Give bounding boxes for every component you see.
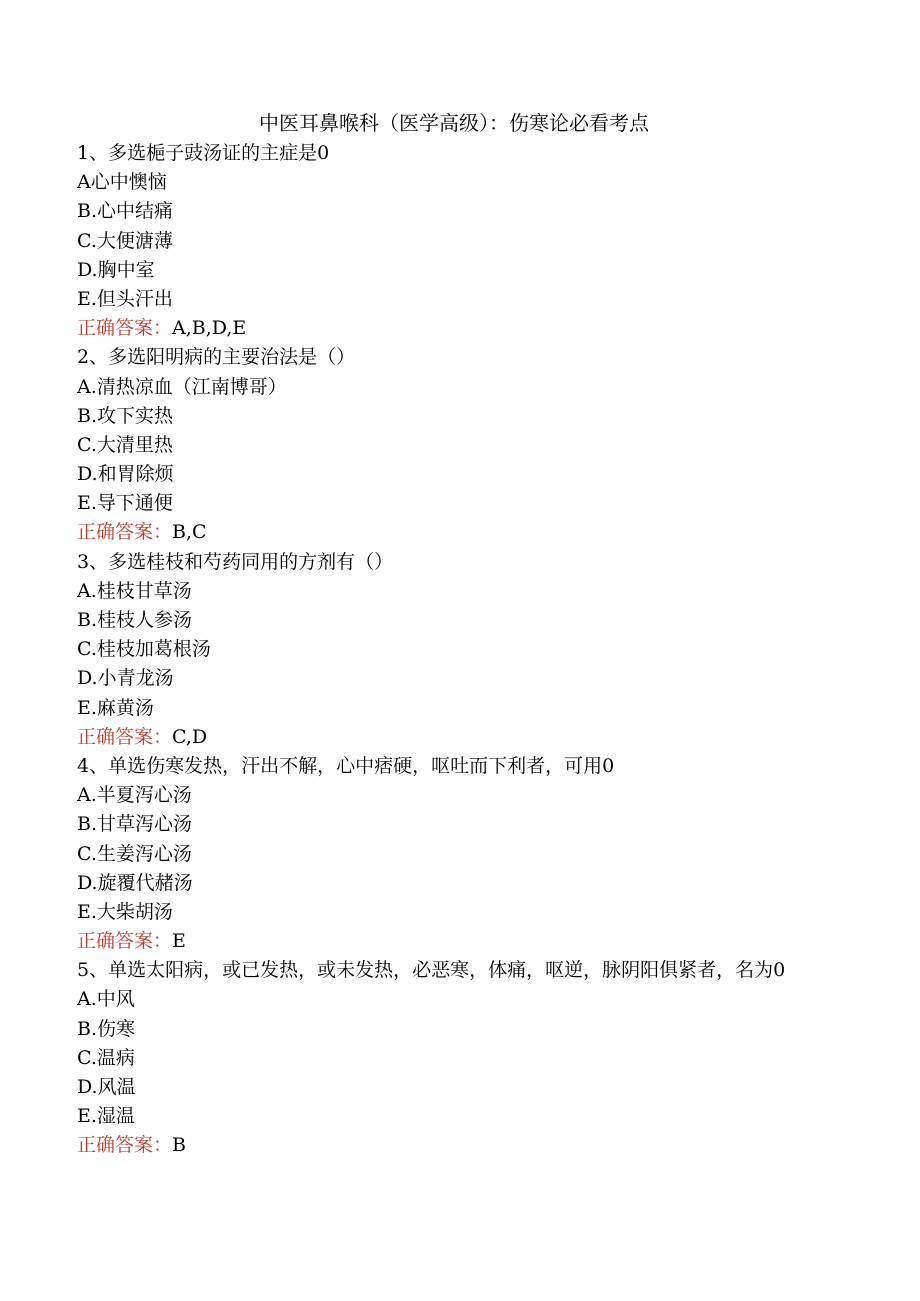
- option-a: A.半夏泻心汤: [77, 784, 192, 807]
- answer-line: [77, 927, 837, 956]
- option-d: D.风温: [77, 1076, 136, 1099]
- question-block: [77, 548, 837, 752]
- option-a: A.清热凉血（江南博哥）: [77, 375, 287, 398]
- option-e: E.湿温: [77, 1105, 135, 1128]
- option-b: B.心中结痛: [77, 200, 174, 223]
- option-b: B.攻下实热: [77, 404, 174, 427]
- question-stem: 4、单选伤寒发热，汗出不解，心中痞硬，呕吐而下利者，可用0: [77, 754, 615, 777]
- option-c: C.大便溏薄: [77, 229, 173, 252]
- answer-value: C,D: [172, 725, 208, 748]
- option-c: C.生姜泻心汤: [77, 842, 192, 865]
- answer-label: 正确答案：: [77, 521, 173, 544]
- answer-value: A,B,D,E: [172, 317, 247, 340]
- answer-label: 正确答案：: [77, 725, 173, 748]
- question-stem: 5、单选太阳病，或已发热，或未发热，必恶寒，体痛，呕逆，脉阴阳俱紧者，名为0: [77, 959, 786, 982]
- answer-line: [77, 723, 837, 752]
- answer-value: E: [172, 930, 186, 953]
- option-b: B.甘草泻心汤: [77, 813, 193, 836]
- option-e: E.导下通便: [77, 492, 173, 515]
- document-title: 中医耳鼻喉科（医学高级）：伤寒论必看考点: [259, 111, 649, 135]
- option-a: A.中风: [77, 988, 135, 1011]
- question-block: [77, 139, 837, 343]
- question-stem: 3、多选桂枝和芍药同用的方剂有（）: [77, 550, 394, 573]
- answer-line: [77, 1131, 837, 1160]
- option-b: B.桂枝人参汤: [77, 609, 193, 631]
- answer-line: [77, 518, 837, 547]
- option-e: E.但头汗出: [77, 287, 173, 310]
- option-e: E.大柴胡汤: [77, 900, 173, 923]
- question-list: [77, 139, 837, 1161]
- question-stem: 1、多选梔子豉汤证的主症是0: [77, 142, 330, 164]
- option-d: D.胸中室: [77, 258, 155, 281]
- option-e: E.麻黄汤: [77, 696, 154, 719]
- answer-label: 正确答案：: [77, 317, 173, 340]
- option-a: A.桂枝甘草汤: [77, 579, 192, 602]
- answer-line: [77, 314, 837, 343]
- question-block: [77, 343, 837, 547]
- option-b: B.伤寒: [77, 1017, 136, 1040]
- option-a: A心中懊恼: [77, 171, 167, 194]
- question-stem: 2、多选阳明病的主要治法是（）: [77, 346, 356, 369]
- option-d: D.和胃除烦: [77, 463, 174, 486]
- answer-label: 正确答案：: [77, 1134, 173, 1157]
- option-d: D.旋覆代赭汤: [77, 871, 193, 894]
- question-block: [77, 752, 837, 956]
- answer-label: 正确答案：: [77, 930, 173, 953]
- answer-value: B,C: [172, 521, 207, 544]
- option-d: D.小青龙汤: [77, 667, 174, 690]
- option-c: C.桂枝加葛根汤: [77, 638, 211, 661]
- option-c: C.温病: [77, 1046, 135, 1069]
- answer-value: B: [172, 1134, 186, 1157]
- question-block: [77, 956, 837, 1160]
- option-c: C.大清里热: [77, 433, 173, 456]
